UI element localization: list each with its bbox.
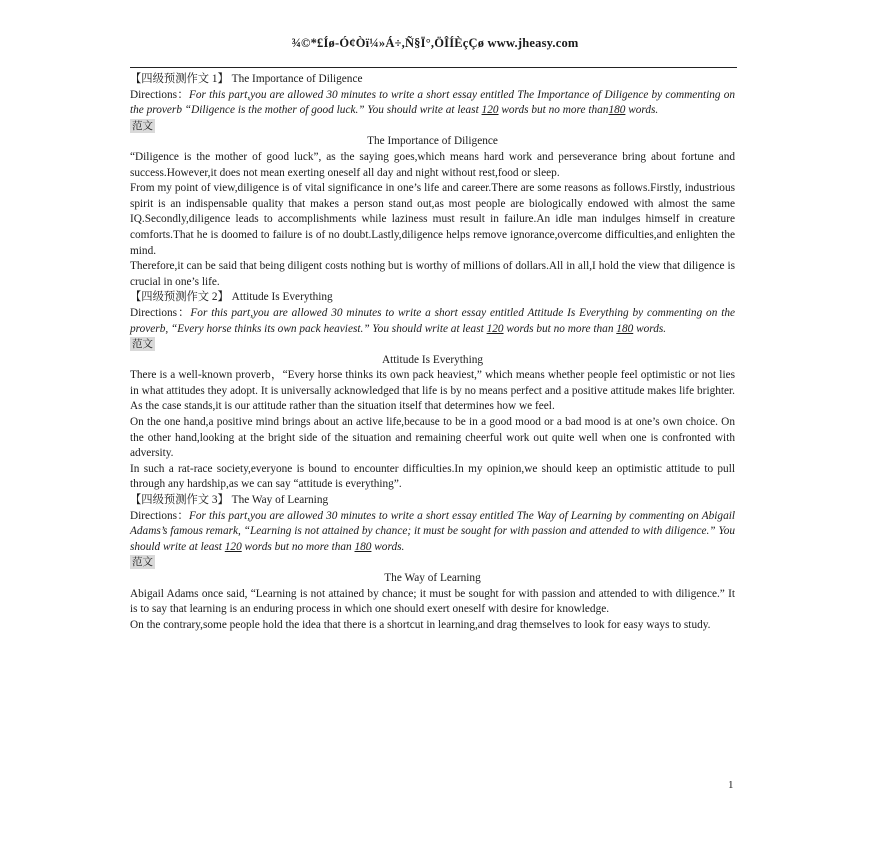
min-words: 120 <box>481 104 499 117</box>
directions-text: words but no more than <box>241 540 355 553</box>
essay-paragraph: “Diligence is the mother of good luck”, as the saying goes,which means hard work and perseverance bring about fortune and success.However,it does not mean exerting oneself all day and night without rest,food or sleep. <box>130 150 735 179</box>
directions-text: words. <box>625 104 659 117</box>
directions-label: Directions： <box>130 509 189 522</box>
directions-text: words. <box>633 322 667 335</box>
essay-paragraph: Abigail Adams once said, “Learning is not attained by chance; it must be sought for with passion and attended to with diligence.” It is to say that learning is an enduring process in which one should exert oneself with desire for knowledge. <box>130 587 735 616</box>
essay-paragraph: From my point of view,diligence is of vital significance in one’s life and career.There are some reasons as follows.Firstly, industrious spirit is an indispensable quality that makes a person stand out,as most people are biologically endowed with almost the same IQ.Secondly,diligence leads to accomplishments while laziness must result in failure.An idle man indulges himself in creature comforts.That he is doomed to failure is of no doubt.Lastly,diligence helps remove ignorance,overcome difficulties,and enlighten the mind. <box>130 182 735 257</box>
document-body <box>130 72 735 633</box>
directions-text: words but no more than <box>503 322 617 335</box>
essay-paragraph: In such a rat-race society,everyone is bound to encounter difficulties.In my opinion,we should keep an optimistic attitude to pull through any hardship,as we can say “attitude is everything”. <box>130 462 735 491</box>
sample-essay-tag: 范文 <box>132 338 153 351</box>
essay-title: The Way of Learning <box>384 572 481 584</box>
essay-paragraph: On the contrary,some people hold the idea that there is a shortcut in learning,and drag themselves to look for easy ways to study. <box>130 618 711 631</box>
header-rule <box>130 67 737 68</box>
section-heading: 【四级预测作文 1】 The Importance of Diligence <box>130 73 363 85</box>
essay-paragraph: There is a well-known proverb，“Every horse thinks its own pack heaviest,” which means whether people feel optimistic or not lies in what attitudes they adopt. It is universally acknowledged that life is by no means perfect and a positive attitude makes life brighter. As the case stands,it is our attitude rather than the situation itself that determines how we feel. <box>130 369 735 413</box>
page-header: ¾©*£Íø-Ó¢Òï¼»Á÷,Ñ§Ï°,ÖÎÍÈçÇø www.jheasy.com <box>291 36 579 50</box>
directions-text: For this part,you are allowed 30 minutes to write a short essay entitled The Importance of Diligence by commenting on the proverb “Diligence is the mother of good luck.” You should write at least <box>130 88 735 117</box>
section-heading: 【四级预测作文 2】 Attitude Is Everything <box>130 291 333 304</box>
sample-essay-tag: 范文 <box>132 119 153 132</box>
max-words: 180 <box>608 104 626 117</box>
directions-text: For this part,you are allowed 30 minutes to write a short essay entitled The Way of Learning by commenting on Abigail Adams’s famous remark, “Learning is not attained by chance; it must be sought for with passion and attended to with diligence.” You should write at least <box>130 509 735 553</box>
directions-label: Directions： <box>130 306 191 319</box>
page-number: 1 <box>728 779 734 791</box>
min-words: 120 <box>224 540 242 553</box>
essay-paragraph: On the one hand,a positive mind brings about an active life,because to be in a good mood or a bad mood is at one’s own choice. On the other hand,looking at the bright side of the situation and remaining cheerful work out quite well when one is confronted with adversity. <box>130 416 735 460</box>
essay-paragraph: Therefore,it can be said that being diligent costs nothing but is worthy of millions of dollars.All in all,I hold the view that diligence is crucial in one’s life. <box>130 260 735 288</box>
directions-text: words. <box>371 540 405 553</box>
directions-text: words but no more than <box>498 104 609 117</box>
directions <box>130 306 735 337</box>
max-words: 180 <box>616 322 634 335</box>
sample-essay-tag: 范文 <box>132 556 153 569</box>
section-heading: 【四级预测作文 3】 The Way of Learning <box>130 494 329 507</box>
min-words: 120 <box>486 322 504 335</box>
essay-title: The Importance of Diligence <box>367 135 498 148</box>
essay-title: Attitude Is Everything <box>381 353 484 366</box>
directions <box>130 509 735 556</box>
max-words: 180 <box>354 540 372 553</box>
directions-text: For this part,you are allowed 30 minutes to write a short essay entitled Attitude Is Everything by commenting on the proverb, “Every horse thinks its own pack heaviest.” You should write at least <box>130 306 735 335</box>
directions-label: Directions： <box>130 88 189 101</box>
directions <box>130 88 735 119</box>
